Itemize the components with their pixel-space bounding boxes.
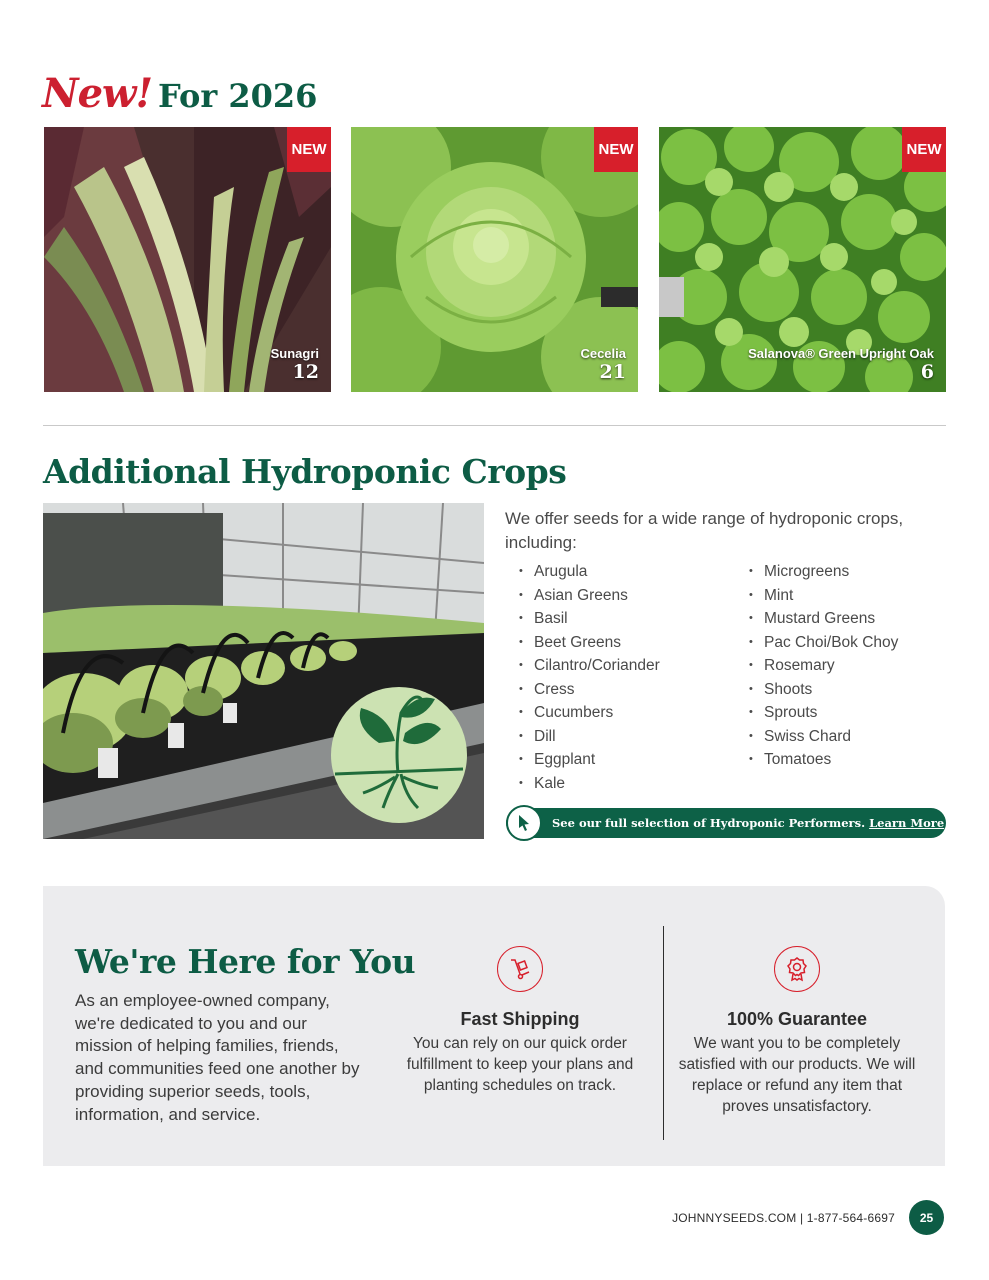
list-item: • Sprouts xyxy=(749,701,898,725)
support-body-text: As an employee-owned company, we're dedicated to you and our mission of helping families, friends, and communities feed one another by providing superior seeds, tools, information, and service. xyxy=(75,991,360,1124)
page-number-badge: 25 xyxy=(909,1200,944,1235)
card-variety-name: Cecelia xyxy=(580,346,626,361)
section-divider xyxy=(43,425,946,426)
list-item: • Eggplant xyxy=(519,748,660,772)
product-card-sunagri[interactable] xyxy=(44,127,331,392)
guarantee-body: We want you to be completely satisfied with our products. We will replace or refund any item that proves unsatisfactory. xyxy=(678,1035,916,1115)
hydroponic-performers-banner[interactable] xyxy=(506,808,946,838)
learn-more-link[interactable]: Learn More xyxy=(869,816,945,830)
crops-intro-text: We offer seeds for a wide range of hydroponic crops, including: xyxy=(505,509,904,552)
card-page-number: 12 xyxy=(292,361,319,383)
card-variety-name: Sunagri xyxy=(270,346,319,361)
shipping-title: Fast Shipping xyxy=(460,1009,580,1029)
list-item: • Kale xyxy=(519,772,660,796)
footer-contact: JOHNNYSEEDS.COM | 1-877-564-6697 xyxy=(672,1211,895,1225)
list-item: • Dill xyxy=(519,725,660,749)
list-item: • Basil xyxy=(519,607,660,631)
guarantee-title: 100% Guarantee xyxy=(726,1009,868,1029)
cta-text: See our full selection of Hydroponic Performers. xyxy=(552,816,866,830)
list-item: • Microgreens xyxy=(749,560,898,584)
product-card-cecelia[interactable] xyxy=(351,127,638,392)
section-title-hydroponic: Additional Hydroponic Crops xyxy=(43,452,567,491)
list-item: • Beet Greens xyxy=(519,631,660,655)
hand-truck-icon xyxy=(497,946,543,992)
new-badge: NEW xyxy=(902,127,946,172)
list-item: • Shoots xyxy=(749,678,898,702)
vertical-divider xyxy=(663,926,664,1140)
new-badge: NEW xyxy=(594,127,638,172)
feature-guarantee xyxy=(677,946,917,1117)
card-page-number: 21 xyxy=(599,361,626,383)
feature-fast-shipping xyxy=(400,946,640,1096)
list-item: • Cucumbers xyxy=(519,701,660,725)
support-title: We're Here for You xyxy=(75,942,416,981)
list-item: • Cilantro/Coriander xyxy=(519,654,660,678)
crop-list-right xyxy=(749,560,898,772)
list-item: • Pac Choi/Bok Choy xyxy=(749,631,898,655)
list-item: • Cress xyxy=(519,678,660,702)
page-heading xyxy=(42,70,317,120)
greenhouse-image xyxy=(43,503,484,839)
list-item: • Rosemary xyxy=(749,654,898,678)
award-seal-icon xyxy=(774,946,820,992)
list-item: • Arugula xyxy=(519,560,660,584)
cursor-click-icon xyxy=(506,805,542,841)
product-card-salanova-green-upright-oak[interactable] xyxy=(659,127,946,392)
shipping-body: You can rely on our quick order fulfillment to keep your plans and planting schedules on track. xyxy=(406,1035,634,1094)
card-variety-name: Salanova® Green Upright Oak xyxy=(748,346,934,361)
card-page-number: 6 xyxy=(920,361,934,383)
heading-new-word: New! xyxy=(42,70,153,117)
list-item: • Swiss Chard xyxy=(749,725,898,749)
crop-list-left xyxy=(519,560,660,795)
support-panel xyxy=(43,886,945,1166)
list-item: • Tomatoes xyxy=(749,748,898,772)
new-badge: NEW xyxy=(287,127,331,172)
heading-year: For 2026 xyxy=(158,77,318,115)
greenhouse-photo xyxy=(43,503,484,839)
list-item: • Mustard Greens xyxy=(749,607,898,631)
list-item: • Mint xyxy=(749,584,898,608)
list-item: • Asian Greens xyxy=(519,584,660,608)
